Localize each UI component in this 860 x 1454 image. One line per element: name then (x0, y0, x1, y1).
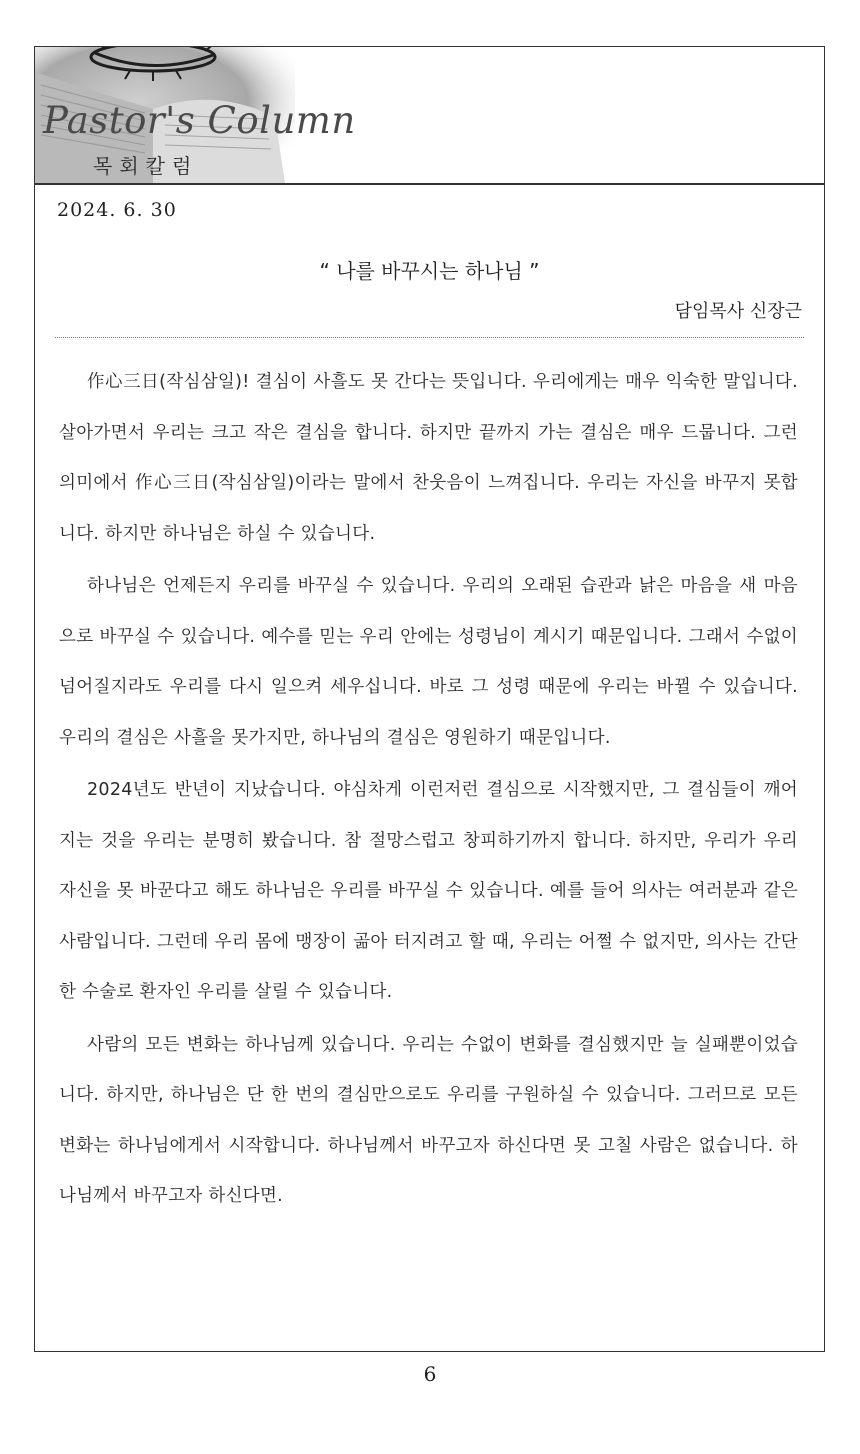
body-paragraph: 사람의 모든 변화는 하나님께 있습니다. 우리는 수없이 변화를 결심했지만 늘 실패뿐이었습니다. 하지만, 하나님은 단 한 번의 결심만으로도 우리를 구원하실 수 있습니다. 그러므로 모든 변화는 하나님에게서 시작합니다. 하나님께서 바꾸고자 하신다면 못 고칠 사람은 없습니다. 하나님께서 바꾸고자 하신다면. (59, 1034, 798, 1206)
page-frame (34, 46, 825, 1352)
dotted-divider (55, 337, 804, 338)
column-body (59, 357, 798, 1224)
column-title: “ 나를 바꾸시는 하나님 ” (319, 259, 540, 283)
column-date: 2024. 6. 30 (57, 199, 177, 221)
body-paragraph: 作心三日(작심삼일)! 결심이 사흘도 못 간다는 뜻입니다. 우리에게는 매우 익숙한 말입니다. 살아가면서 우리는 크고 작은 결심을 합니다. 하지만 끝까지 가는 결심은 매우 드뭅니다. 그런 의미에서 作心三日(작심삼일)이라는 말에서 찬웃음이 느껴집니다. 우리는 자신을 바꾸지 못합니다. 하지만 하나님은 하실 수 있습니다. (59, 372, 798, 544)
masthead-subtitle: 목회칼럼 (93, 154, 199, 178)
page-number: 6 (423, 1362, 437, 1386)
body-paragraph: 하나님은 언제든지 우리를 바꾸실 수 있습니다. 우리의 오래된 습관과 낡은 마음을 새 마음으로 바꾸실 수 있습니다. 예수를 믿는 우리 안에는 성령님이 계시기 때문입니다. 그래서 수없이 넘어질지라도 우리를 다시 일으켜 세우십니다. 바로 그 성령 때문에 우리는 바뀔 수 있습니다. 우리의 결심은 사흘을 못가지만, 하나님의 결심은 영원하기 때문입니다. (59, 576, 798, 748)
masthead (35, 47, 824, 185)
masthead-title: Pastor's Column (43, 99, 356, 142)
body-paragraph: 2024년도 반년이 지났습니다. 야심차게 이런저런 결심으로 시작했지만, 그 결심들이 깨어지는 것을 우리는 분명히 봤습니다. 참 절망스럽고 창피하기까지 합니다. 하지만, 우리가 우리 자신을 못 바꾼다고 해도 하나님은 우리를 바꾸실 수 있습니다. 예를 들어 의사는 여러분과 같은 사람입니다. 그런데 우리 몸에 맹장이 곪아 터지려고 할 때, 우리는 어쩔 수 없지만, 의사는 간단한 수술로 환자인 우리를 살릴 수 있습니다. (59, 780, 798, 1002)
column-author: 담임목사 신장근 (674, 301, 802, 322)
